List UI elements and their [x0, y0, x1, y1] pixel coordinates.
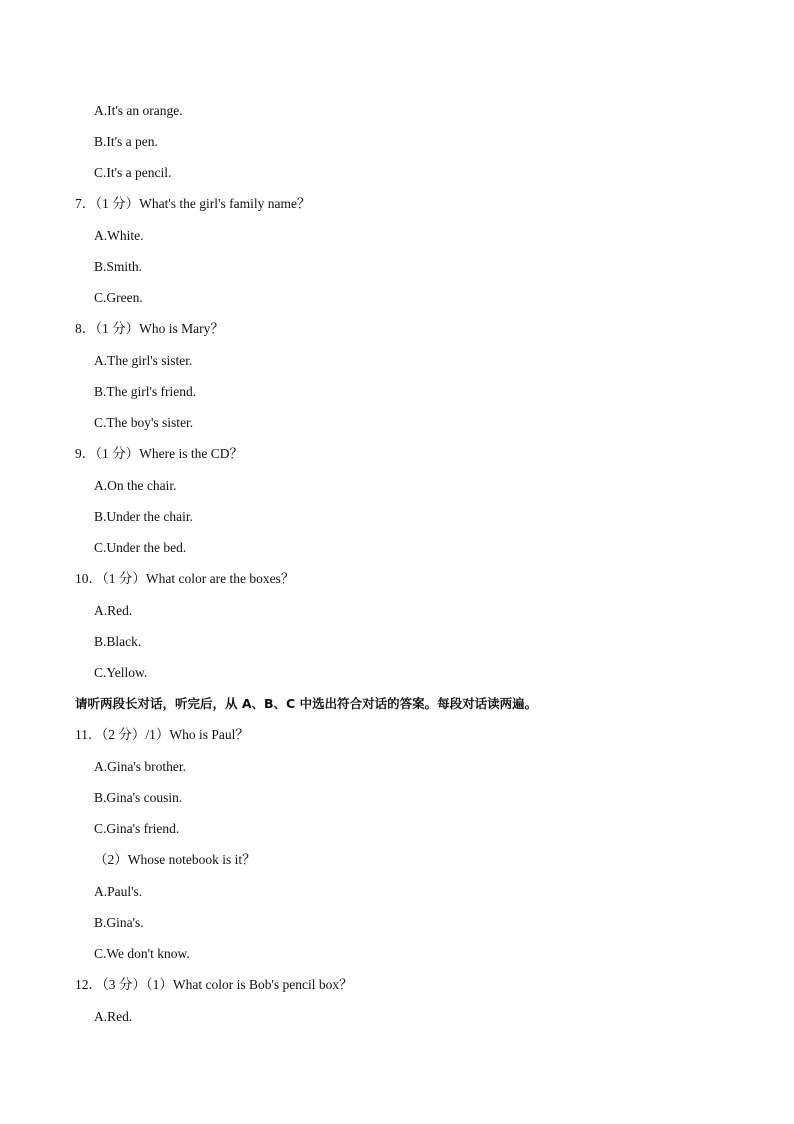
q10-option-b: B.Black.: [94, 634, 142, 649]
q6-option-a: A.It's an orange.: [94, 103, 183, 118]
q6-option-b: B.It's a pen.: [94, 134, 158, 149]
q7-option-b: B.Smith.: [94, 259, 143, 274]
q8-option-a: A.The girl's sister.: [94, 353, 193, 368]
q12-option-a: A.Red.: [94, 1009, 133, 1024]
q11-option-b: B.Gina's cousin.: [94, 790, 183, 805]
q10-option-c: C.Yellow.: [94, 665, 148, 680]
q11-option-c: C.Gina's friend.: [94, 821, 180, 836]
q12-stem: 12．（3 分）（1）What color is Bob's pencil box？: [75, 977, 353, 992]
q7-stem: 7．（1 分）What's the girl's family name？: [75, 196, 311, 211]
q9-option-b: B.Under the chair.: [94, 509, 193, 524]
q6-option-c: C.It's a pencil.: [94, 165, 172, 180]
q9-option-a: A.On the chair.: [94, 478, 177, 493]
q11-stem: 11．（2 分）/1）Who is Paul？: [75, 727, 249, 742]
q8-option-b: B.The girl's friend.: [94, 384, 197, 399]
q11-sub2-stem: （2）Whose notebook is it？: [94, 852, 256, 867]
q8-stem: 8．（1 分）Who is Mary？: [75, 321, 224, 336]
q8-option-c: C.The boy's sister.: [94, 415, 194, 430]
q10-option-a: A.Red.: [94, 603, 133, 618]
q11-option-a: A.Gina's brother.: [94, 759, 187, 774]
section-instructions: 请听两段长对话，听完后，从 A、B、C 中选出符合对话的答案。每段对话读两遍。: [75, 696, 538, 711]
q9-stem: 9．（1 分）Where is the CD？: [75, 446, 243, 461]
q7-option-a: A.White.: [94, 228, 144, 243]
q7-option-c: C.Green.: [94, 290, 143, 305]
q11-sub2-option-b: B.Gina's.: [94, 915, 144, 930]
q9-option-c: C.Under the bed.: [94, 540, 187, 555]
q11-sub2-option-a: A.Paul's.: [94, 884, 143, 899]
q10-stem: 10．（1 分）What color are the boxes？: [75, 571, 295, 586]
q11-sub2-option-c: C.We don't know.: [94, 946, 190, 961]
